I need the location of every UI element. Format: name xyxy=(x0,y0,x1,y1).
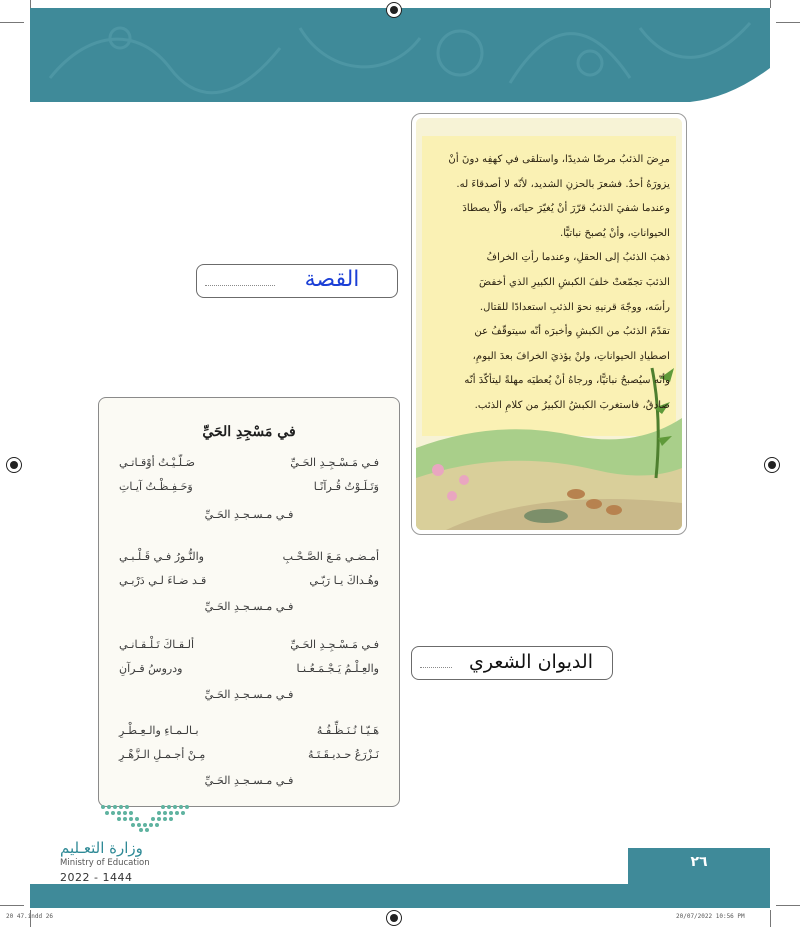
verse-row xyxy=(119,748,379,770)
print-slug-left: 20 47.indd 26 xyxy=(6,913,53,920)
hemistich: وهُـداكَ يـا رَبّـي xyxy=(309,574,379,587)
story-label-box xyxy=(196,264,398,298)
verse-row xyxy=(119,662,379,684)
story-line: صادقٌ، فاستغربَ الكبشُ الكبيرُ من كلامِ الذئب. xyxy=(474,399,670,411)
poem-refrain: فـي مـسـجـدِ الحَـيِّ xyxy=(204,774,294,787)
header-band xyxy=(30,8,770,102)
hemistich: وَحَـفِـظْـتُ آيـاتِ xyxy=(119,480,193,493)
crop-mark xyxy=(770,0,771,8)
poem-box xyxy=(98,397,400,807)
poem-refrain: فـي مـسـجـدِ الحَـيِّ xyxy=(204,508,294,521)
hemistich: والنُّـورُ فـي قَـلْـبـي xyxy=(119,550,204,563)
story-line: وأنّه سيُصبحُ نباتيًّا، ورجاهُ أنْ يُعطيَه مهلةً ليتأكّدَ أنّه xyxy=(464,375,670,387)
print-slug-right: 20/07/2022 10:56 PM xyxy=(676,913,745,920)
hemistich: أمـضـي مَـعَ الصَّـحْـبِ xyxy=(282,550,379,563)
crop-mark xyxy=(770,910,771,927)
hemistich: فـي مَـسْـجِـدِ الحَـيِّ xyxy=(290,638,379,651)
hemistich: قـد ضـاءَ لـي دَرْبـي xyxy=(119,574,207,587)
poem-refrain: فـي مـسـجـدِ الحَـيِّ xyxy=(204,688,294,701)
dotted-leader xyxy=(420,667,452,668)
crop-mark xyxy=(0,22,24,23)
story-line: وعندما شفيَ الذئبُ قرّرَ أنْ يُغيّرَ حياتَه، وألّا يصطادَ xyxy=(462,203,670,215)
story-line: ذهبَ الذئبُ إلى الحقلِ، وعندما رأتِ الخرافُ xyxy=(486,252,670,264)
ministry-name-ar: وزارة التعـليم xyxy=(60,839,143,857)
hemistich: بـالـمـاءِ والـعِـطْـرِ xyxy=(119,724,199,737)
story-text xyxy=(428,148,670,419)
story-line: رأسَه، ووجّهَ قرنيهِ نحوَ الذئبِ استعدادًا للقتال. xyxy=(479,301,670,313)
poem-title: في مَسْجِدِ الحَيِّ xyxy=(202,424,296,440)
story-line: تقدّمَ الذئبُ من الكبشِ وأخبرَه أنّه سيتوقّفُ عن xyxy=(474,326,670,338)
registration-mark-left xyxy=(6,457,22,473)
registration-mark-bottom xyxy=(386,910,402,926)
verse-row xyxy=(119,480,379,502)
hemistich: وَتَـلَـوْتُ قُـرآنًـا xyxy=(313,480,379,493)
story-line: الحيواناتِ، وأنْ يُصبحَ نباتيًّا. xyxy=(559,227,670,239)
hemistich: نَـزْرَعُ حـديـقَـتَـهُ xyxy=(307,748,379,761)
verse-row xyxy=(119,574,379,596)
verse-row xyxy=(119,638,379,660)
ministry-logo-icon xyxy=(97,803,193,833)
verse-row xyxy=(119,724,379,746)
dotted-leader xyxy=(205,285,275,286)
poetry-label: الديوان الشعري xyxy=(469,651,593,673)
hemistich: فـي مَـسْـجِـدِ الحَـيِّ xyxy=(290,456,379,469)
registration-mark-right xyxy=(764,457,780,473)
story-line: اصطيادِ الحيواناتِ، ولنْ يؤذيَ الخرافَ بعدَ اليومِ، xyxy=(472,350,670,362)
ministry-name-en: Ministry of Education xyxy=(60,858,150,868)
crop-mark xyxy=(776,22,800,23)
poetry-label-box xyxy=(411,646,613,680)
page-number: ٢٦ xyxy=(690,854,708,870)
crop-mark xyxy=(776,905,800,906)
poem-refrain: فـي مـسـجـدِ الحَـيِّ xyxy=(204,600,294,613)
hemistich: مِـنْ أجـمـلِ الـزَّهْـرِ xyxy=(119,748,206,761)
verse-row xyxy=(119,550,379,572)
edition-year: 2022 - 1444 xyxy=(60,871,133,884)
story-line: يزورَهُ أحدٌ. فشعرَ بالحزنِ الشديد، لأنّه لا أصدقاءَ له. xyxy=(456,178,670,190)
calligraphy-ornament xyxy=(30,8,770,102)
footer-band xyxy=(30,884,770,908)
story-illustration xyxy=(416,118,682,530)
hemistich: صَـلّـيْـتُ أوْقـاتـي xyxy=(119,456,195,469)
story-line: الذئبَ تجمّعتْ خلفَ الكبشِ الكبيرِ الذي أخفضَ xyxy=(479,276,670,288)
story-frame xyxy=(411,113,687,535)
hemistich: هَـيّـا نُـنَـظِّـفُـهُ xyxy=(316,724,379,737)
crop-mark xyxy=(30,0,31,8)
story-label: القصة xyxy=(304,267,360,292)
crop-mark xyxy=(0,905,24,906)
hemistich: والعِـلْـمُ يَـجْـمَـعُـنـا xyxy=(296,662,379,675)
hemistich: ألـقـاكَ تَـلْـقـانـي xyxy=(119,638,195,651)
story-line: مرِضَ الذئبُ مرضًا شديدًا، واستلقى في كهفِه دونَ أنْ xyxy=(448,154,670,165)
registration-mark-top xyxy=(386,2,402,18)
verse-row xyxy=(119,456,379,478)
hemistich: ودروسُ قـرآنِ xyxy=(119,662,183,675)
